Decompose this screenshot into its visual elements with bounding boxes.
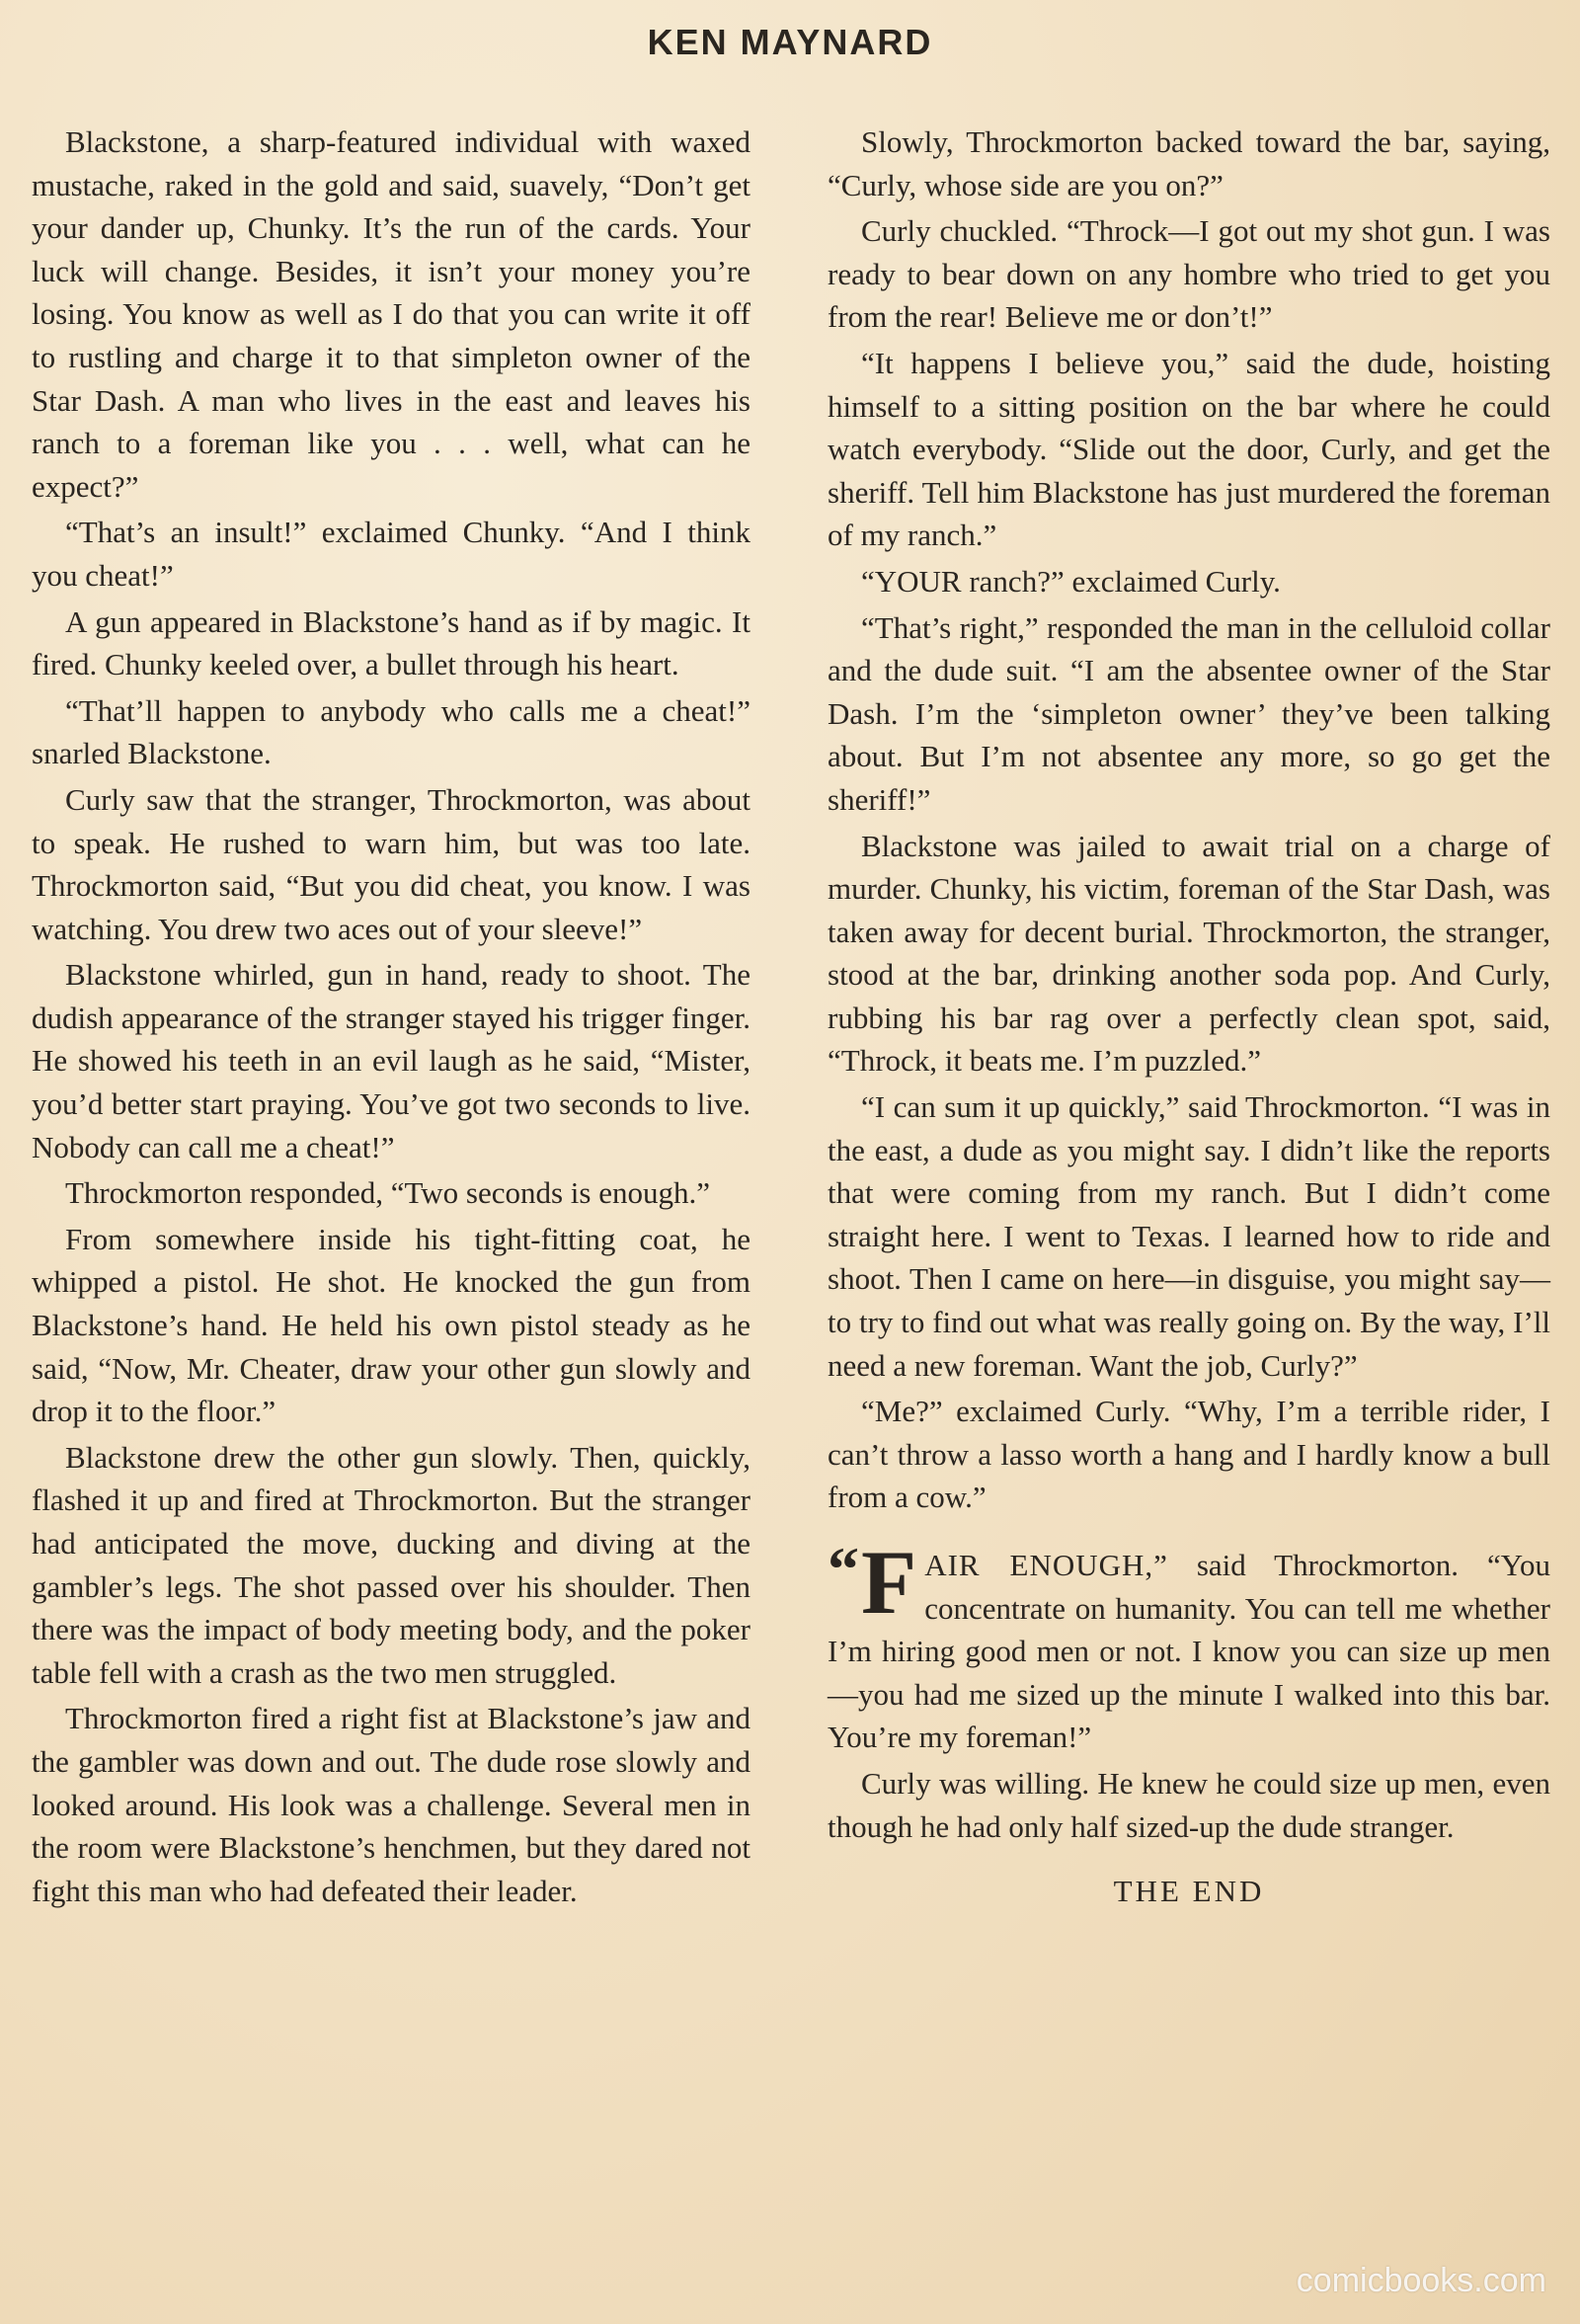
drop-cap: F	[861, 1532, 917, 1633]
closing-paragraph: Curly was willing. He knew he could size up men, even though he had only half sized-up the dude stranger.	[828, 1765, 1550, 1844]
story-paragraph: Blackstone whirled, gun in hand, ready to shoot. The dudish appearance of the stranger stayed his trigger finger. He showed his teeth in an evil laugh as he said, “Mister, you’d better start praying. You’ve got two seconds to live. Nobody can call me a cheat!”	[32, 957, 750, 1164]
story-paragraph: Curly saw that the stranger, Throckmorton, was about to speak. He rushed to warn him, but was too late. Throckmorton said, “But you did cheat, you know. I was watching. You drew two aces out of your sleeve!”	[32, 781, 750, 946]
final-paragraph-text: said Throckmorton. “You concentrate on humanity. You can tell me whether I’m hiring good men or not. I know you can size up men—you had me sized up the minute I walked into this bar. You’re my foreman!”	[828, 1548, 1550, 1755]
final-paragraph	[828, 1532, 1550, 1759]
story-paragraph: Blackstone, a sharp-featured individual with waxed mustache, raked in the gold and said, suavely, “Don’t get your dander up, Chunky. It’s the run of the cards. Your luck will change. Besides, it isn’t your money you’re losing. You know as well as I do that you can write it off to rustling and charge it to that simpleton owner of the Star Dash. A man who lives in the east and leaves his ranch to a foreman like you . . . well, what can he expect?”	[32, 124, 750, 504]
story-paragraph: Blackstone drew the other gun slowly. Then, quickly, flashed it up and fired at Throckmorton. But the stranger had anticipated the move, ducking and diving at the gambler’s legs. The shot passed over his shoulder. Then there was the impact of body meeting body, and the poker table fell with a crash as the two men struggled.	[32, 1439, 750, 1690]
story-paragraph: “That’s right,” responded the man in the celluloid collar and the dude suit. “I am the absentee owner of the Star Dash. I’m the ‘simpleton owner’ they’ve been talking about. But I’m not absentee any more, so go get the sheriff!”	[828, 609, 1550, 817]
left-column	[32, 120, 750, 1915]
right-column	[828, 120, 1550, 1913]
story-paragraph: “I can sum it up quickly,” said Throckmorton. “I was in the east, a dude as you might say. I didn’t like the reports that were coming from my ranch. But I didn’t come straight here. I went to Texas. I learned how to ride and shoot. Then I came on here—in disguise, you might say—to try to find out what was really going on. By the way, I’ll need a new foreman. Want the job, Curly?”	[828, 1089, 1550, 1383]
story-paragraph: From somewhere inside his tight-fitting coat, he whipped a pistol. He shot. He knocked the gun from Blackstone’s hand. He held his own pistol steady as he said, “Now, Mr. Cheater, draw your other gun slowly and drop it to the floor.”	[32, 1221, 750, 1429]
story-paragraph: Throckmorton responded, “Two seconds is enough.”	[65, 1175, 710, 1211]
story-paragraph: “Me?” exclaimed Curly. “Why, I’m a terrible rider, I can’t throw a lasso worth a hang and I hardly know a bull from a cow.”	[828, 1394, 1550, 1515]
open-quote-mark: “	[828, 1534, 859, 1604]
story-paragraph: Slowly, Throckmorton backed toward the bar, saying, “Curly, whose side are you on?”	[828, 124, 1550, 202]
page-title: KEN MAYNARD	[647, 22, 933, 62]
section-spacer	[828, 1522, 1550, 1544]
lead-caps: AIR ENOUGH,”	[924, 1548, 1168, 1582]
story-paragraph: Curly chuckled. “Throck—I got out my shot gun. I was ready to bear down on any hombre who tried to get you from the rear! Believe me or don’t!”	[828, 213, 1550, 335]
story-paragraph: “That’s an insult!” exclaimed Chunky. “And I think you cheat!”	[32, 515, 750, 593]
watermark: comicbooks.com	[1296, 2262, 1546, 2299]
the-end: THE END	[1113, 1874, 1265, 1909]
story-paragraph: Throckmorton fired a right fist at Blackstone’s jaw and the gambler was down and out. The dude rose slowly and looked around. His look was a challenge. Several men in the room were Blackstone’s henchmen, but they dared not fight this man who had defeated their leader.	[32, 1701, 750, 1908]
story-paragraph: “That’ll happen to anybody who calls me a cheat!” snarled Blackstone.	[32, 692, 750, 771]
story-paragraph: A gun appeared in Blackstone’s hand as if by magic. It fired. Chunky keeled over, a bullet through his heart.	[32, 603, 750, 682]
story-paragraph: “YOUR ranch?” exclaimed Curly.	[861, 563, 1281, 599]
story-paragraph: Blackstone was jailed to await trial on a charge of murder. Chunky, his victim, foreman of the Star Dash, was taken away for decent burial. Throckmorton, the stranger, stood at the bar, drinking another soda pop. And Curly, rubbing his bar rag over a perfectly clean spot, said, “Throck, it beats me. I’m puzzled.”	[828, 828, 1550, 1079]
story-paragraph: “It happens I believe you,” said the dude, hoisting himself to a sitting position on the bar where he could watch everybody. “Slide out the door, Curly, and get the sheriff. Tell him Blackstone has just murdered the foreman of my ranch.”	[828, 345, 1550, 553]
